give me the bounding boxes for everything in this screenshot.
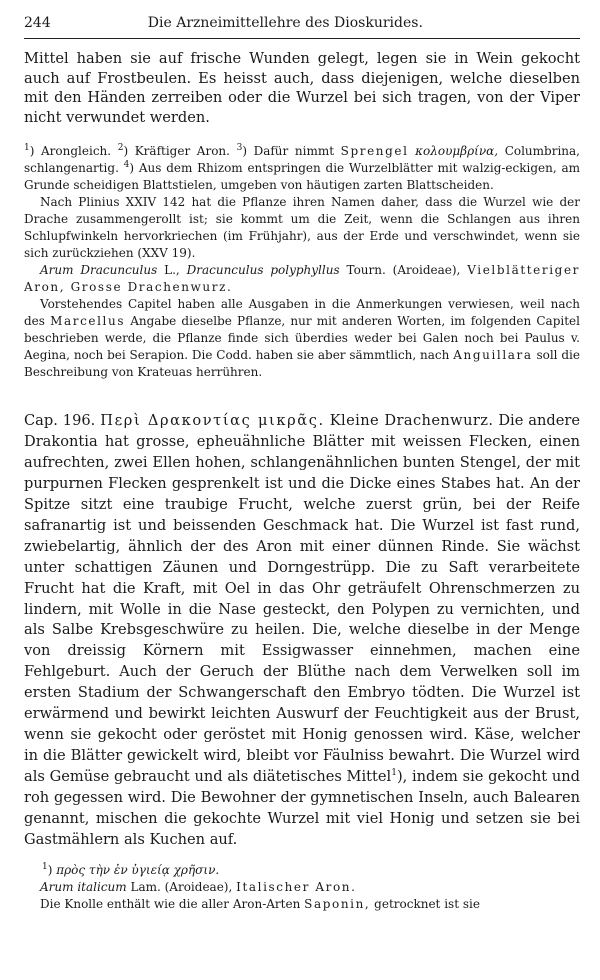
top-paragraph: Mittel haben sie auf frische Wunden gelegt, legen sie in Wein gekocht auch auf Frostbeulen. Es heisst auch, dass diejenigen, welche dieselben mit den Händen zerreiben oder die Wurzel bei sich tragen, von der Viper nicht verwundet werden. [24, 50, 580, 126]
author-name: Anguillara [453, 348, 533, 363]
footnote-group-1: $^1$) Arongleich. $^2$) Kräftiger Aron. $^3$) Dafür nimmt Sprengel κολουμβρίνα, Columbrina, schlangenartig. $^4$) Aus dem Rhizom entspringen die Wurzelblätter mit walzig-eckigen, am Grunde scheidigen Blattstielen, umgeben von häutigen zarten Blattscheiden. [24, 143, 580, 193]
page-header [24, 14, 580, 39]
greek-term: πρὸς τὴν ἐν ὑγιείᾳ χρῆσιν. [56, 863, 220, 878]
note-text: Vorstehendes Capitel haben alle Ausgaben in die Anmerkungen verwiesen, weil nach des [24, 297, 580, 329]
species-text: L., [164, 263, 180, 278]
species-line-bottom [24, 879, 580, 896]
running-title: Die Arzneimittellehre des Dioskurides. [147, 15, 423, 31]
chapter-body: Die andere Drakontia hat grosse, epheuähnliche Blätter mit weissen Flecken, einen aufrechten, zwei Ellen hohen, schlangenähnlichen bunten Stengel, der mit purpurnen Flecken gesprenkelt ist und die Dicke eines Stabes hat. An der Spitze sitzt eine traubige Frucht, welche zuerst grün, bei der Reife safranartig ist und beissenden Geschmack hat. Die Wurzel ist fast rund, zwiebelartig, ähnlich der des Aron mit einer dünnen Rinde. Sie wächst unter schattigen Zäunen und Dorngestrüpp. Die zu Saft verarbeitete Frucht hat die Kraft, mit Oel in das Ohr geträufelt Ohrenschmerzen zu lindern, mit Wolle in die Nase gesteckt, den Polypen zu vernichten, und als Salbe Krebsgeschwüre zu heilen. Die, welche dieselbe in der Menge von dreissig Körnern mit Essigwasser einnehmen, machen eine Fehlgeburt. Auch der Geruch der Blüthe nach dem Verwelken soll im ersten Stadium der Schwangerschaft den Embryo tödten. Die Wurzel ist erwärmend und bewirkt leichten Auswurf der Feuchtigkeit aus der Brust, wenn sie gekocht oder geröstet mit Honig genossen wird. Käse, welcher in die Blätter gewickelt wird, bleibt vor Fäulniss bewahrt. Die Wurzel wird als Gemüse gebraucht und als diätetisches Mittel [24, 412, 581, 785]
common-name: Italischer Aron. [236, 880, 357, 895]
chapter-body-cont: , indem sie gekocht und roh gegessen wird. Die Bewohner der gymnetischen Inseln, auch Balearen genannt, mischen die gekochte Wurzel mit viel Honig und setzen sie bei Gastmählern als Kuchen auf. [24, 767, 580, 848]
chapter-german-title: Kleine Drachenwurz. [329, 412, 494, 430]
chapter-note [24, 296, 580, 381]
chapter-196: Cap. 196. Περὶ Δρακοντίας μικρᾶς. Kleine Drachenwurz. Die andere Drakontia hat grosse, epheuähnliche Blätter mit weissen Flecken, einen aufrechten, zwei Ellen hohen, schlangenähnlichen bunten Stengel, der mit purpurnen Flecken gesprenkelt ist und die Dicke eines Stabes hat. An der Spitze sitzt eine traubige Frucht, welche zuerst grün, bei der Reife safranartig ist und beissenden Geschmack hat. Die Wurzel ist fast rund, zwiebelartig, ähnlich der des Aron mit einer dünnen Rinde. Sie wächst unter schattigen Zäunen und Dorngestrüpp. Die zu Saft verarbeitete Frucht hat die Kraft, mit Oel in das Ohr geträufelt Ohrenschmerzen zu lindern, mit Wolle in die Nase gesteckt, den Polypen zu vernichten, und als Salbe Krebsgeschwüre zu heilen. Die, welche dieselbe in der Menge von dreissig Körnern mit Essigwasser einnehmen, machen eine Fehlgeburt. Auch der Geruch der Blüthe nach dem Verwelken soll im ersten Stadium der Schwangerschaft den Embryo tödten. Die Wurzel ist erwärmend und bewirkt leichten Auswurf der Feuchtigkeit aus der Brust, wenn sie gekocht oder geröstet mit Honig genossen wird. Käse, welcher in die Blätter gewickelt wird, bleibt vor Fäulniss bewahrt. Die Wurzel wird als Gemüse gebraucht und als diätetisches Mittel$^1$), indem sie gekocht und roh gegessen wird. Die Bewohner der gymnetischen Inseln, auch Balearen genannt, mischen die gekochte Wurzel mit viel Honig und setzen sie bei Gastmählern als Kuchen auf. [24, 412, 581, 848]
chapter-number: Cap. 196. [24, 412, 96, 430]
greek-term: κολουμβρίνα, [415, 144, 499, 159]
footnote-text: Columbrina, schlangenartig. [24, 144, 580, 176]
species-line [24, 262, 580, 296]
footnote-mark: 1 [391, 767, 397, 778]
footnote-text: Arongleich. [41, 144, 112, 159]
chapter-greek-title: Περὶ Δρακοντίας μικρᾶς. [100, 412, 325, 430]
last-note-line [24, 896, 580, 913]
footnote-greek: $^1$) πρὸς τὴν ἐν ὑγιείᾳ χρῆσιν. [42, 862, 220, 878]
note-text: Angabe dieselbe Pflanze, nur mit anderen Worten, im folgenden Capitel beschrieben werde, die Pflanze finde sich überdies weder bei Galen noch bei Paulus v. Aegina, noch bei Serapion. Die Codd. haben sie aber sämmtlich, nach [24, 314, 580, 363]
latin-name: Dracunculus polyphyllus [186, 263, 340, 278]
footnote-mark: 4 [123, 160, 130, 171]
note-text: soll die Beschreibung von Krateuas herrühren. [24, 348, 580, 380]
page-number: 244 [24, 15, 51, 31]
footnote-text: Aus dem Rhizom entspringen die Wurzelblätter mit walzig-eckigen, am Grunde scheidigen Blattstielen, umgeben von häutigen zarten Blattscheiden. [24, 161, 580, 193]
footnotes-bottom [24, 862, 580, 913]
common-name: Vielblätteriger Aron, Grosse Drachenwurz. [24, 263, 580, 295]
compound-name: Saponin, [304, 897, 371, 912]
latin-name: Arum italicum [40, 880, 127, 895]
footnote-mark: 1 [24, 143, 30, 154]
author-name: Marcellus [50, 314, 126, 329]
footnote-text: Kräftiger Aron. [134, 144, 230, 159]
species-text: Lam. (Aroideae), [130, 880, 233, 895]
note-text: getrocknet ist sie [374, 897, 480, 912]
latin-name: Arum Dracunculus [40, 263, 158, 278]
species-text: Tourn. (Aroideae), [346, 263, 461, 278]
pliny-note: Nach Plinius XXIV 142 hat die Pflanze ihren Namen daher, dass die Wurzel wie der Drache zusammengerollt ist; sie kommt um die Zeit, wenn die Schlangen aus ihren Schlupfwinkeln hervorkriechen (im Frühjahr), aus der Erde und verschwindet, wenn sie sich zurückziehen (XXV 19). [24, 195, 580, 261]
footnote-mark: 3 [236, 143, 243, 154]
document-page [24, 14, 580, 913]
footnote-text: Dafür nimmt [253, 144, 335, 159]
footnote-mark: 1 [42, 862, 48, 873]
note-text: Die Knolle enthält wie die aller Aron-Arten [40, 897, 301, 912]
author-name: Sprengel [340, 144, 409, 159]
footnote-mark: 2 [117, 143, 124, 154]
footnotes-top [24, 143, 580, 381]
